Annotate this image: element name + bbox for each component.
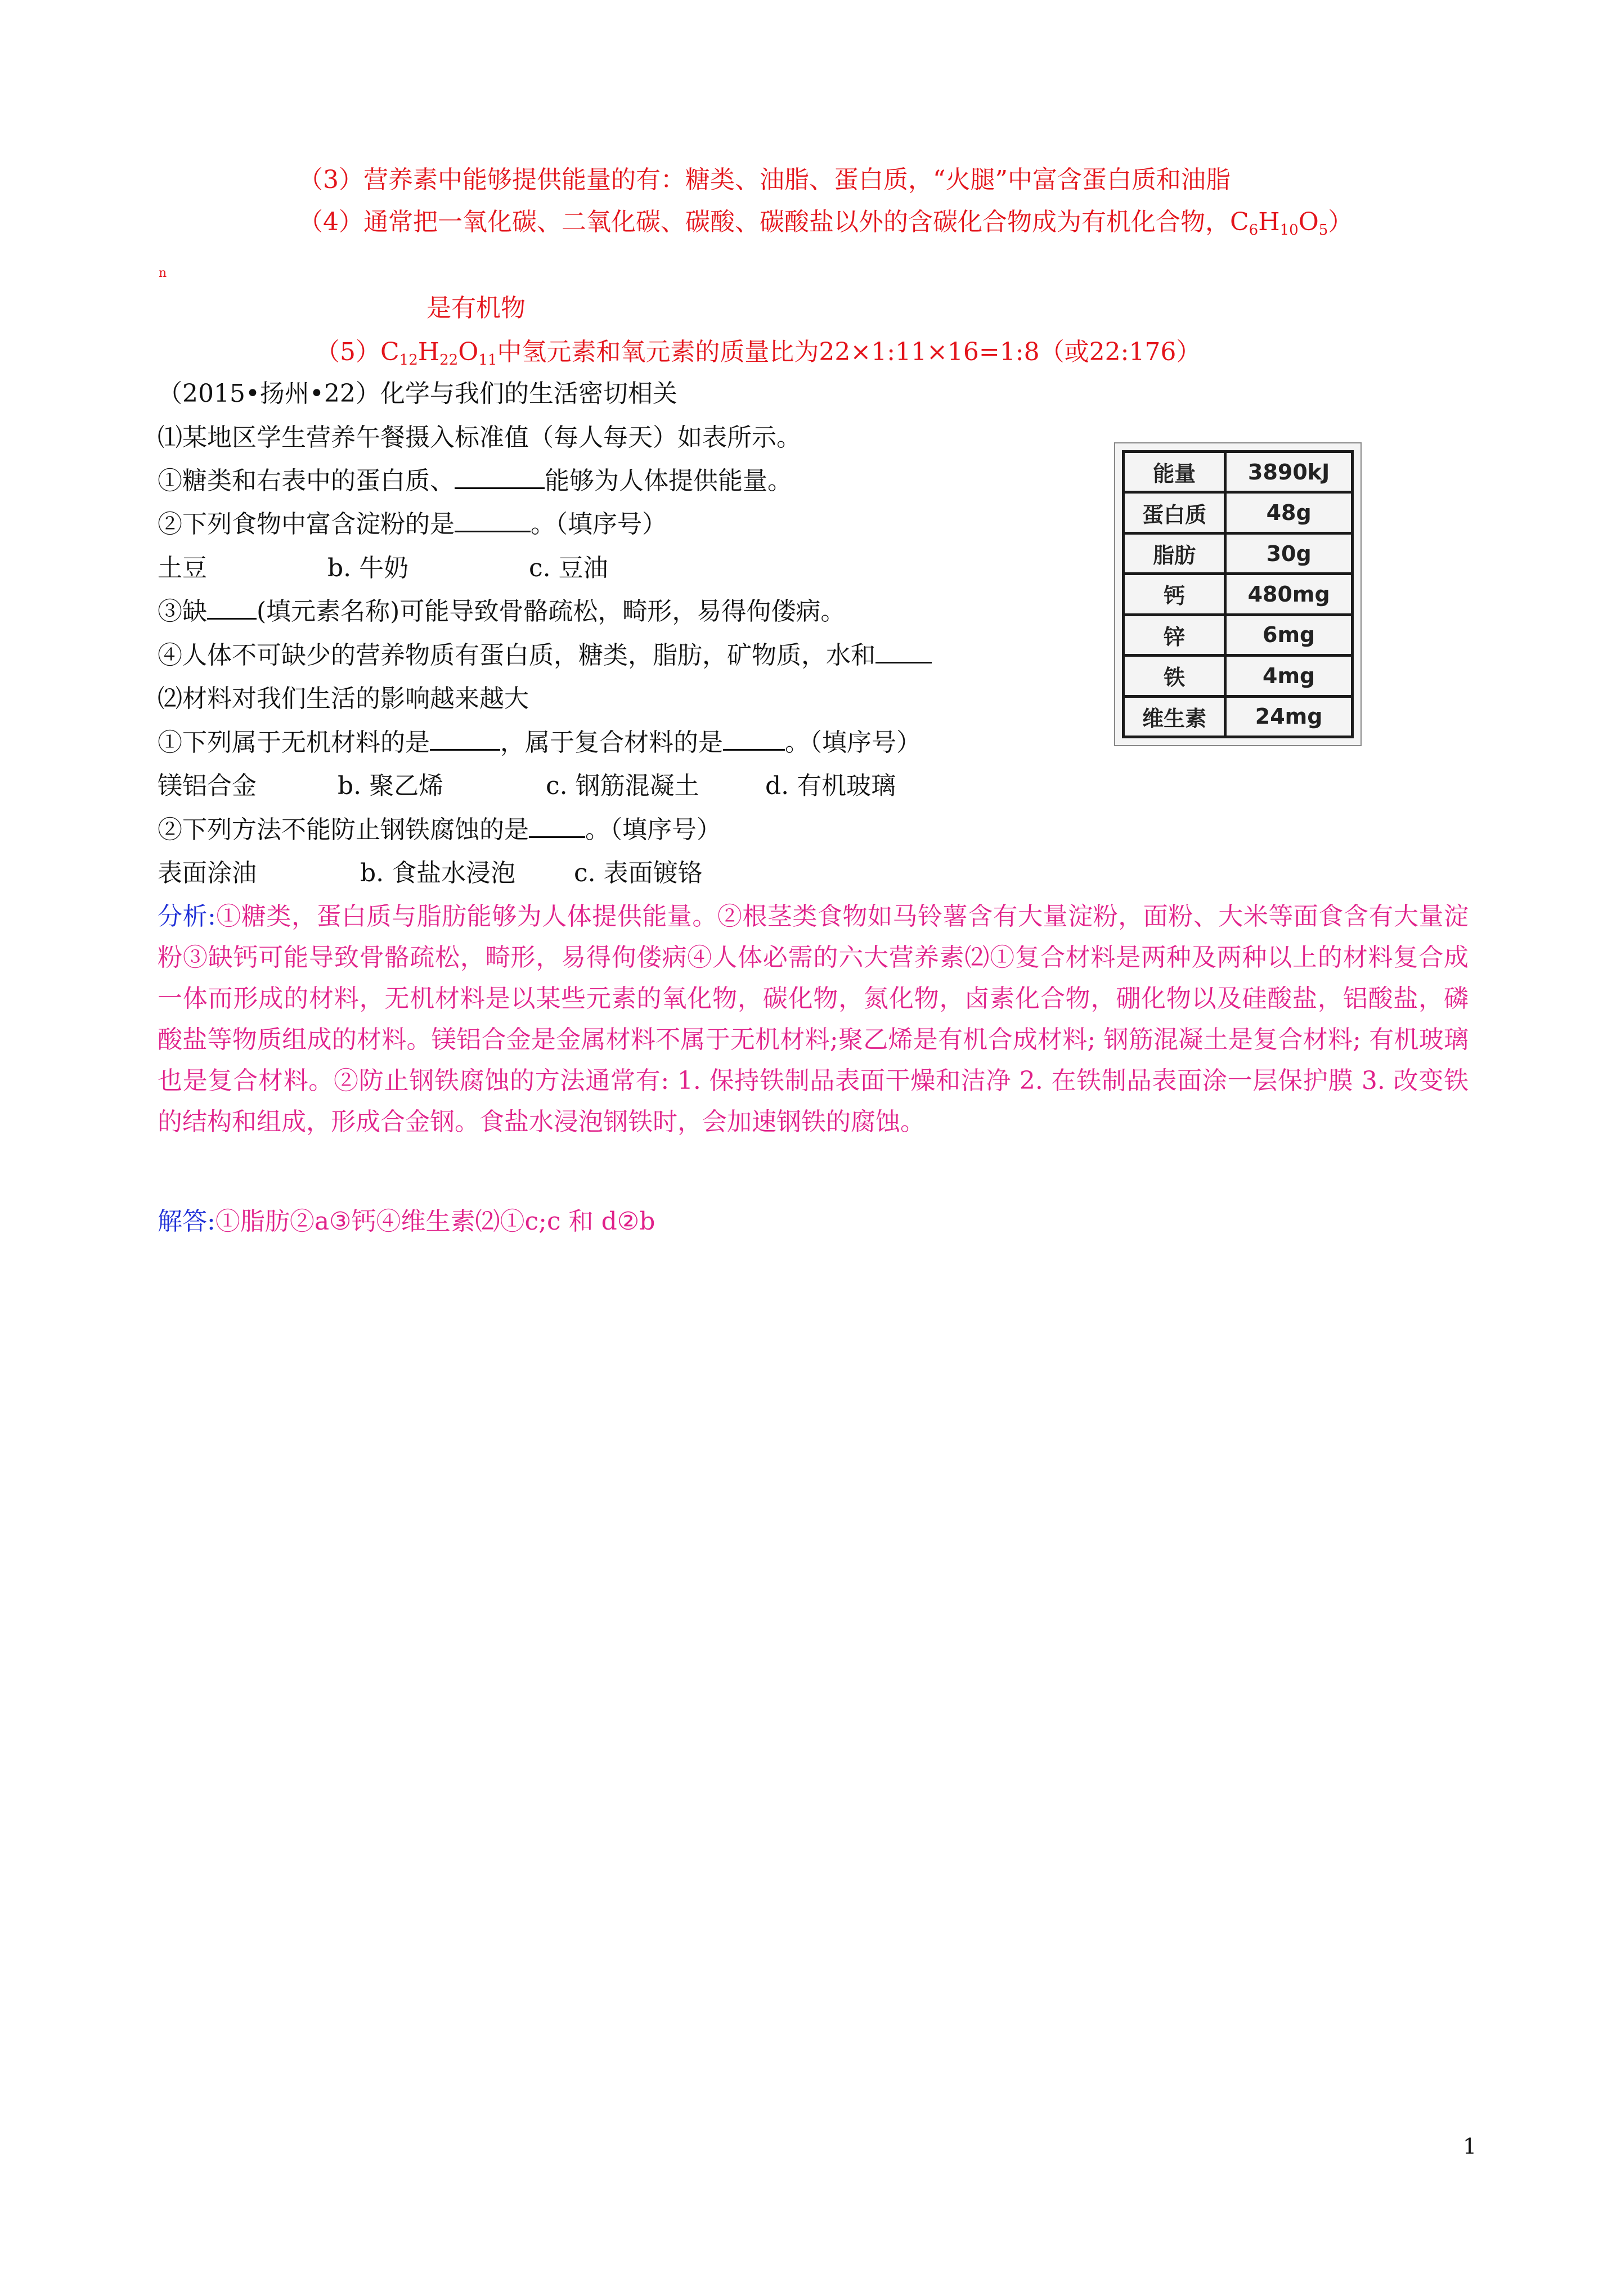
nutrition-table xyxy=(1122,450,1354,738)
option-d: d. 有机玻璃 xyxy=(765,772,896,800)
question-1-text-a: ①糖类和右表中的蛋白质、 xyxy=(158,467,455,495)
nutrient-name: 脂肪 xyxy=(1124,533,1225,573)
nutrition-table-row xyxy=(1124,452,1353,492)
answer-label: 解答: xyxy=(158,1207,215,1236)
stray-subscript-n: n xyxy=(159,266,167,280)
subscript: 11 xyxy=(478,352,497,369)
option-c: c. 钢筋混凝土 xyxy=(546,772,699,800)
answer-blank xyxy=(529,815,585,838)
page-number: 1 xyxy=(1463,2134,1477,2159)
nutrient-name: 蛋白质 xyxy=(1124,492,1225,533)
nutrition-table-image xyxy=(1114,442,1362,746)
question-part-1: ⑴某地区学生营养午餐摄入标准值（每人每天）如表所示。 xyxy=(158,423,801,452)
question-4 xyxy=(158,639,932,672)
formula-part: ） xyxy=(1328,208,1353,236)
nutrient-value: 6mg xyxy=(1225,615,1353,655)
subscript: 12 xyxy=(399,352,418,369)
option-a: 镁铝合金 xyxy=(158,772,257,800)
nutrient-value: 480mg xyxy=(1225,574,1353,615)
question-5-text-a: ①下列属于无机材料的是 xyxy=(158,728,430,757)
option-b: b. 牛奶 xyxy=(327,554,409,582)
formula-part: H xyxy=(1258,208,1280,236)
answer-line-5-text: 中氢元素和氧元素的质量比为22×1:11×16=1:8（或22:176） xyxy=(497,338,1201,366)
nutrient-name: 铁 xyxy=(1124,656,1225,696)
nutrition-table-row xyxy=(1124,574,1353,615)
nutrient-value: 30g xyxy=(1225,533,1353,573)
question-header: （2015•扬州•22）化学与我们的生活密切相关 xyxy=(158,379,677,408)
answer-blank xyxy=(455,509,531,532)
question-6 xyxy=(158,813,721,847)
nutrient-name: 锌 xyxy=(1124,615,1225,655)
question-1 xyxy=(158,464,792,498)
subscript: 5 xyxy=(1318,222,1328,239)
question-2-text-b: 。（填序号） xyxy=(531,510,667,539)
option-b: b. 聚乙烯 xyxy=(338,772,444,800)
nutrition-table-row xyxy=(1124,696,1353,737)
option-a: 表面涂油 xyxy=(158,859,257,887)
answer-line-3: （3）营养素中能够提供能量的有：糖类、油脂、蛋白质，“火腿”中富含蛋白质和油脂 xyxy=(298,165,1231,194)
nutrition-table-row xyxy=(1124,656,1353,696)
subscript: 10 xyxy=(1279,222,1299,239)
nutrient-name: 能量 xyxy=(1124,452,1225,492)
answer-line-5 xyxy=(315,335,1201,369)
answer-text: ①脂肪②a③钙④维生素⑵①c;c 和 d②b xyxy=(215,1207,655,1236)
answer-blank xyxy=(455,466,545,489)
nutrient-value: 48g xyxy=(1225,492,1353,533)
formula-part: O xyxy=(458,338,479,366)
subscript: 22 xyxy=(439,352,459,369)
nutrition-table-row xyxy=(1124,533,1353,573)
question-5-text-b: ，属于复合材料的是 xyxy=(500,728,723,757)
nutrient-value: 4mg xyxy=(1225,656,1353,696)
question-part-2: ⑵材料对我们生活的影响越来越大 xyxy=(158,684,529,713)
nutrient-value: 3890kJ xyxy=(1225,452,1353,492)
nutrition-table-row xyxy=(1124,615,1353,655)
question-6-text-a: ②下列方法不能防止钢铁腐蚀的是 xyxy=(158,815,529,844)
answer-blank xyxy=(723,728,785,751)
nutrient-value: 24mg xyxy=(1225,696,1353,737)
question-1-text-b: 能够为人体提供能量。 xyxy=(545,467,792,495)
formula-part: O xyxy=(1298,208,1319,236)
analysis-label: 分析: xyxy=(158,902,216,931)
question-3 xyxy=(158,595,845,629)
nutrient-name: 维生素 xyxy=(1124,696,1225,737)
answer-blank xyxy=(430,728,500,751)
option-c: c. 表面镀铬 xyxy=(574,859,703,887)
option-b: b. 食盐水浸泡 xyxy=(360,859,516,887)
analysis-paragraph xyxy=(158,896,1469,1142)
formula-part: H xyxy=(417,338,440,366)
answer-line xyxy=(158,1201,655,1242)
question-3-text-b: (填元素名称)可能导致骨骼疏松，畸形，易得佝偻病。 xyxy=(257,597,846,626)
question-2 xyxy=(158,508,667,541)
option-a: 土豆 xyxy=(158,554,207,582)
question-6-text-b: 。（填序号） xyxy=(585,815,721,844)
answer-blank xyxy=(875,640,932,663)
analysis-text: ①糖类，蛋白质与脂肪能够为人体提供能量。②根茎类食物如马铃薯含有大量淀粉，面粉、大米等面食含有大量淀粉③缺钙可能导致骨骼疏松，畸形，易得佝偻病④人体必需的六大营养素⑵①复合材料是两种及两种以上的材料复合成一体而形成的材料，无机材料是以某些元素的氧化物，碳化物，氮化物，卤素化合物，硼化物以及硅酸盐，铝酸盐，磷酸盐等物质组成的材料。镁铝合金是金属材料不属于无机材料;聚乙烯是有机合成材料; 钢筋混凝土是复合材料; 有机玻璃也是复合材料。②防止钢铁腐蚀的方法通常有: 1. 保持铁制品表面干燥和洁净 2. 在铁制品表面涂一层保护膜 3. 改变铁的结构和组成，形成合金钢。食盐水浸泡钢铁时，会加速钢铁的腐蚀。 xyxy=(158,902,1469,1136)
nutrient-name: 钙 xyxy=(1124,574,1225,615)
question-4-text: ④人体不可缺少的营养物质有蛋白质，糖类，脂肪，矿物质，水和 xyxy=(158,641,875,670)
nutrition-table-row xyxy=(1124,492,1353,533)
formula-part: （5）C xyxy=(315,338,399,366)
subscript: 6 xyxy=(1249,222,1259,239)
question-5-text-c: 。（填序号） xyxy=(785,728,921,757)
question-2-text-a: ②下列食物中富含淀粉的是 xyxy=(158,510,455,539)
answer-blank xyxy=(207,597,257,620)
question-5 xyxy=(158,726,921,760)
answer-line-4-cont: 是有机物 xyxy=(426,294,526,322)
question-3-text-a: ③缺 xyxy=(158,597,207,626)
answer-line-4-text: （4）通常把一氧化碳、二氧化碳、碳酸、碳酸盐以外的含碳化合物成为有机化合物，C xyxy=(298,208,1249,236)
answer-line-4 xyxy=(298,205,1353,239)
option-c: c. 豆油 xyxy=(529,554,608,582)
